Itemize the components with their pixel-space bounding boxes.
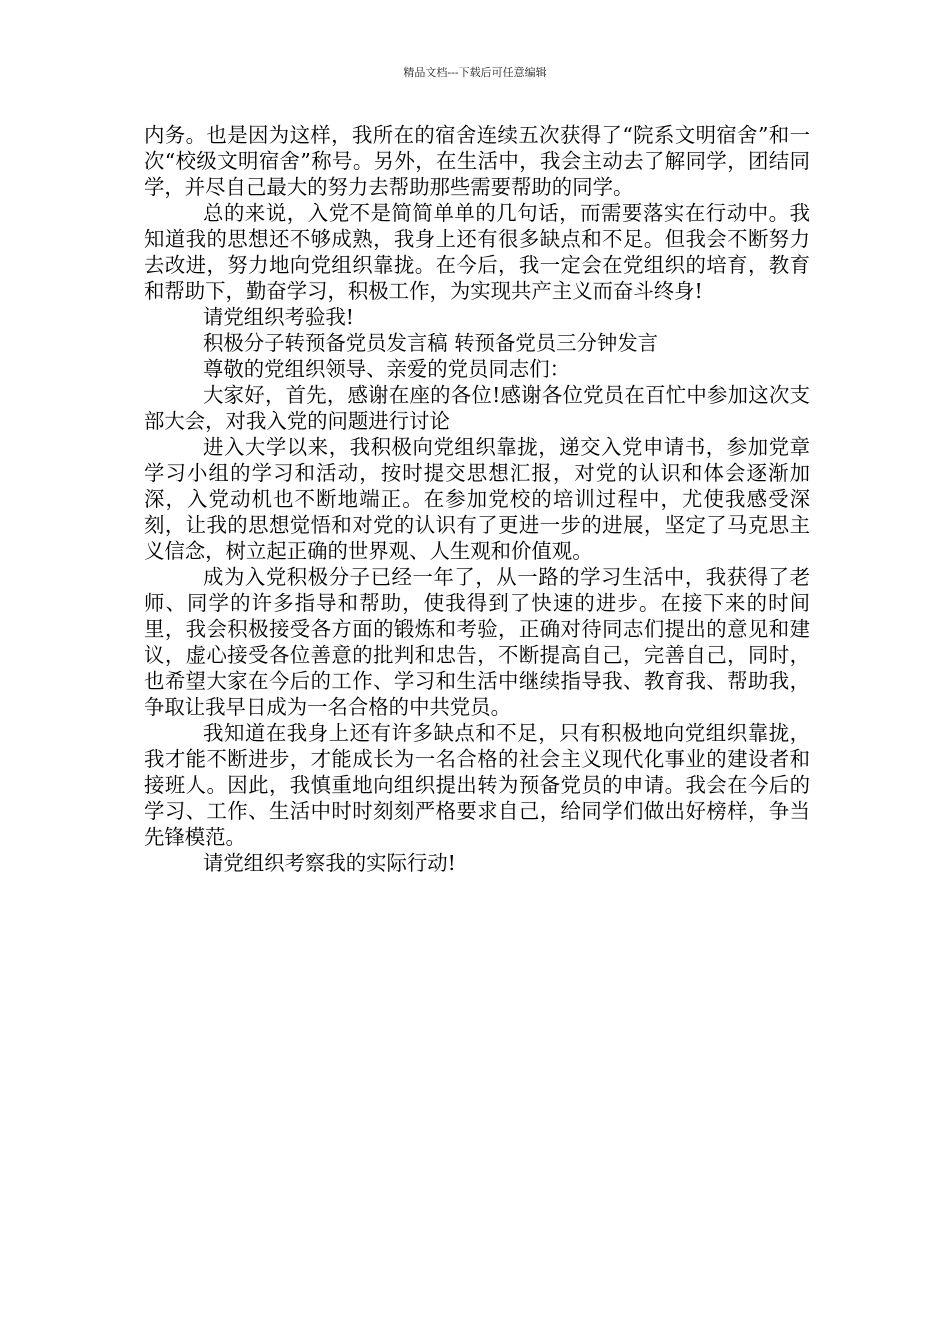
page-header: 精品文档---下载后可任意编辑 — [403, 66, 547, 79]
document-body — [144, 122, 810, 876]
paragraph-shortcomings: 我知道在我身上还有许多缺点和不足，只有积极地向党组织靠拢，我才能不断进步，才能成长为一名合格的社会主义现代化事业的建设者和接班人。因此，我慎重地向组织提出转为预备党员的申请。我会在今后的学习、工作、生活中时时刻刻严格要求自己，给同学们做出好榜样，争当先锋模范。 — [144, 721, 810, 849]
paragraph-university: 进入大学以来，我积极向党组织靠拢，递交入党申请书，参加党章学习小组的学习和活动，按时提交思想汇报，对党的认识和体会逐渐加深，入党动机也不断地端正。在参加党校的培训过程中，尤使我感受深刻，让我的思想觉悟和对党的认识有了更进一步的进展，坚定了马克思主义信念，树立起正确的世界观、人生观和价值观。 — [144, 435, 810, 563]
paragraph-final-request: 请党组织考察我的实际行动! — [203, 851, 456, 875]
paragraph-closing-request: 请党组织考验我! — [203, 305, 354, 329]
paragraph-continuation: 内务。也是因为这样，我所在的宿舍连续五次获得了“院系文明宿舍”和一次“校级文明宿舍”称号。另外，在生活中，我会主动去了解同学，团结同学，并尽自己最大的努力去帮助那些需要帮助的同学。 — [144, 123, 810, 199]
speech-salutation: 尊敬的党组织领导、亲爱的党员同志们： — [203, 357, 571, 381]
speech-title: 积极分子转预备党员发言稿 转预备党员三分钟发言 — [203, 331, 659, 355]
paragraph-progress: 成为入党积极分子已经一年了，从一路的学习生活中，我获得了老师、同学的许多指导和帮助，使我得到了快速的进步。在接下来的时间里，我会积极接受各方面的锻炼和考验，正确对待同志们提出的意见和建议，虚心接受各位善意的批判和忠告，不断提高自己，完善自己，同时，也希望大家在今后的工作、学习和生活中继续指导我、教育我、帮助我，争取让我早日成为一名合格的中共党员。 — [144, 565, 810, 719]
paragraph-summary: 总的来说，入党不是简简单单的几句话，而需要落实在行动中。我知道我的思想还不够成熟，我身上还有很多缺点和不足。但我会不断努力去改进，努力地向党组织靠拢。在今后，我一定会在党组织的培育，教育和帮助下，勤奋学习，积极工作，为实现共产主义而奋斗终身! — [144, 201, 810, 303]
paragraph-greeting: 大家好，首先，感谢在座的各位!感谢各位党员在百忙中参加这次支部大会，对我入党的问题进行讨论 — [144, 383, 810, 433]
